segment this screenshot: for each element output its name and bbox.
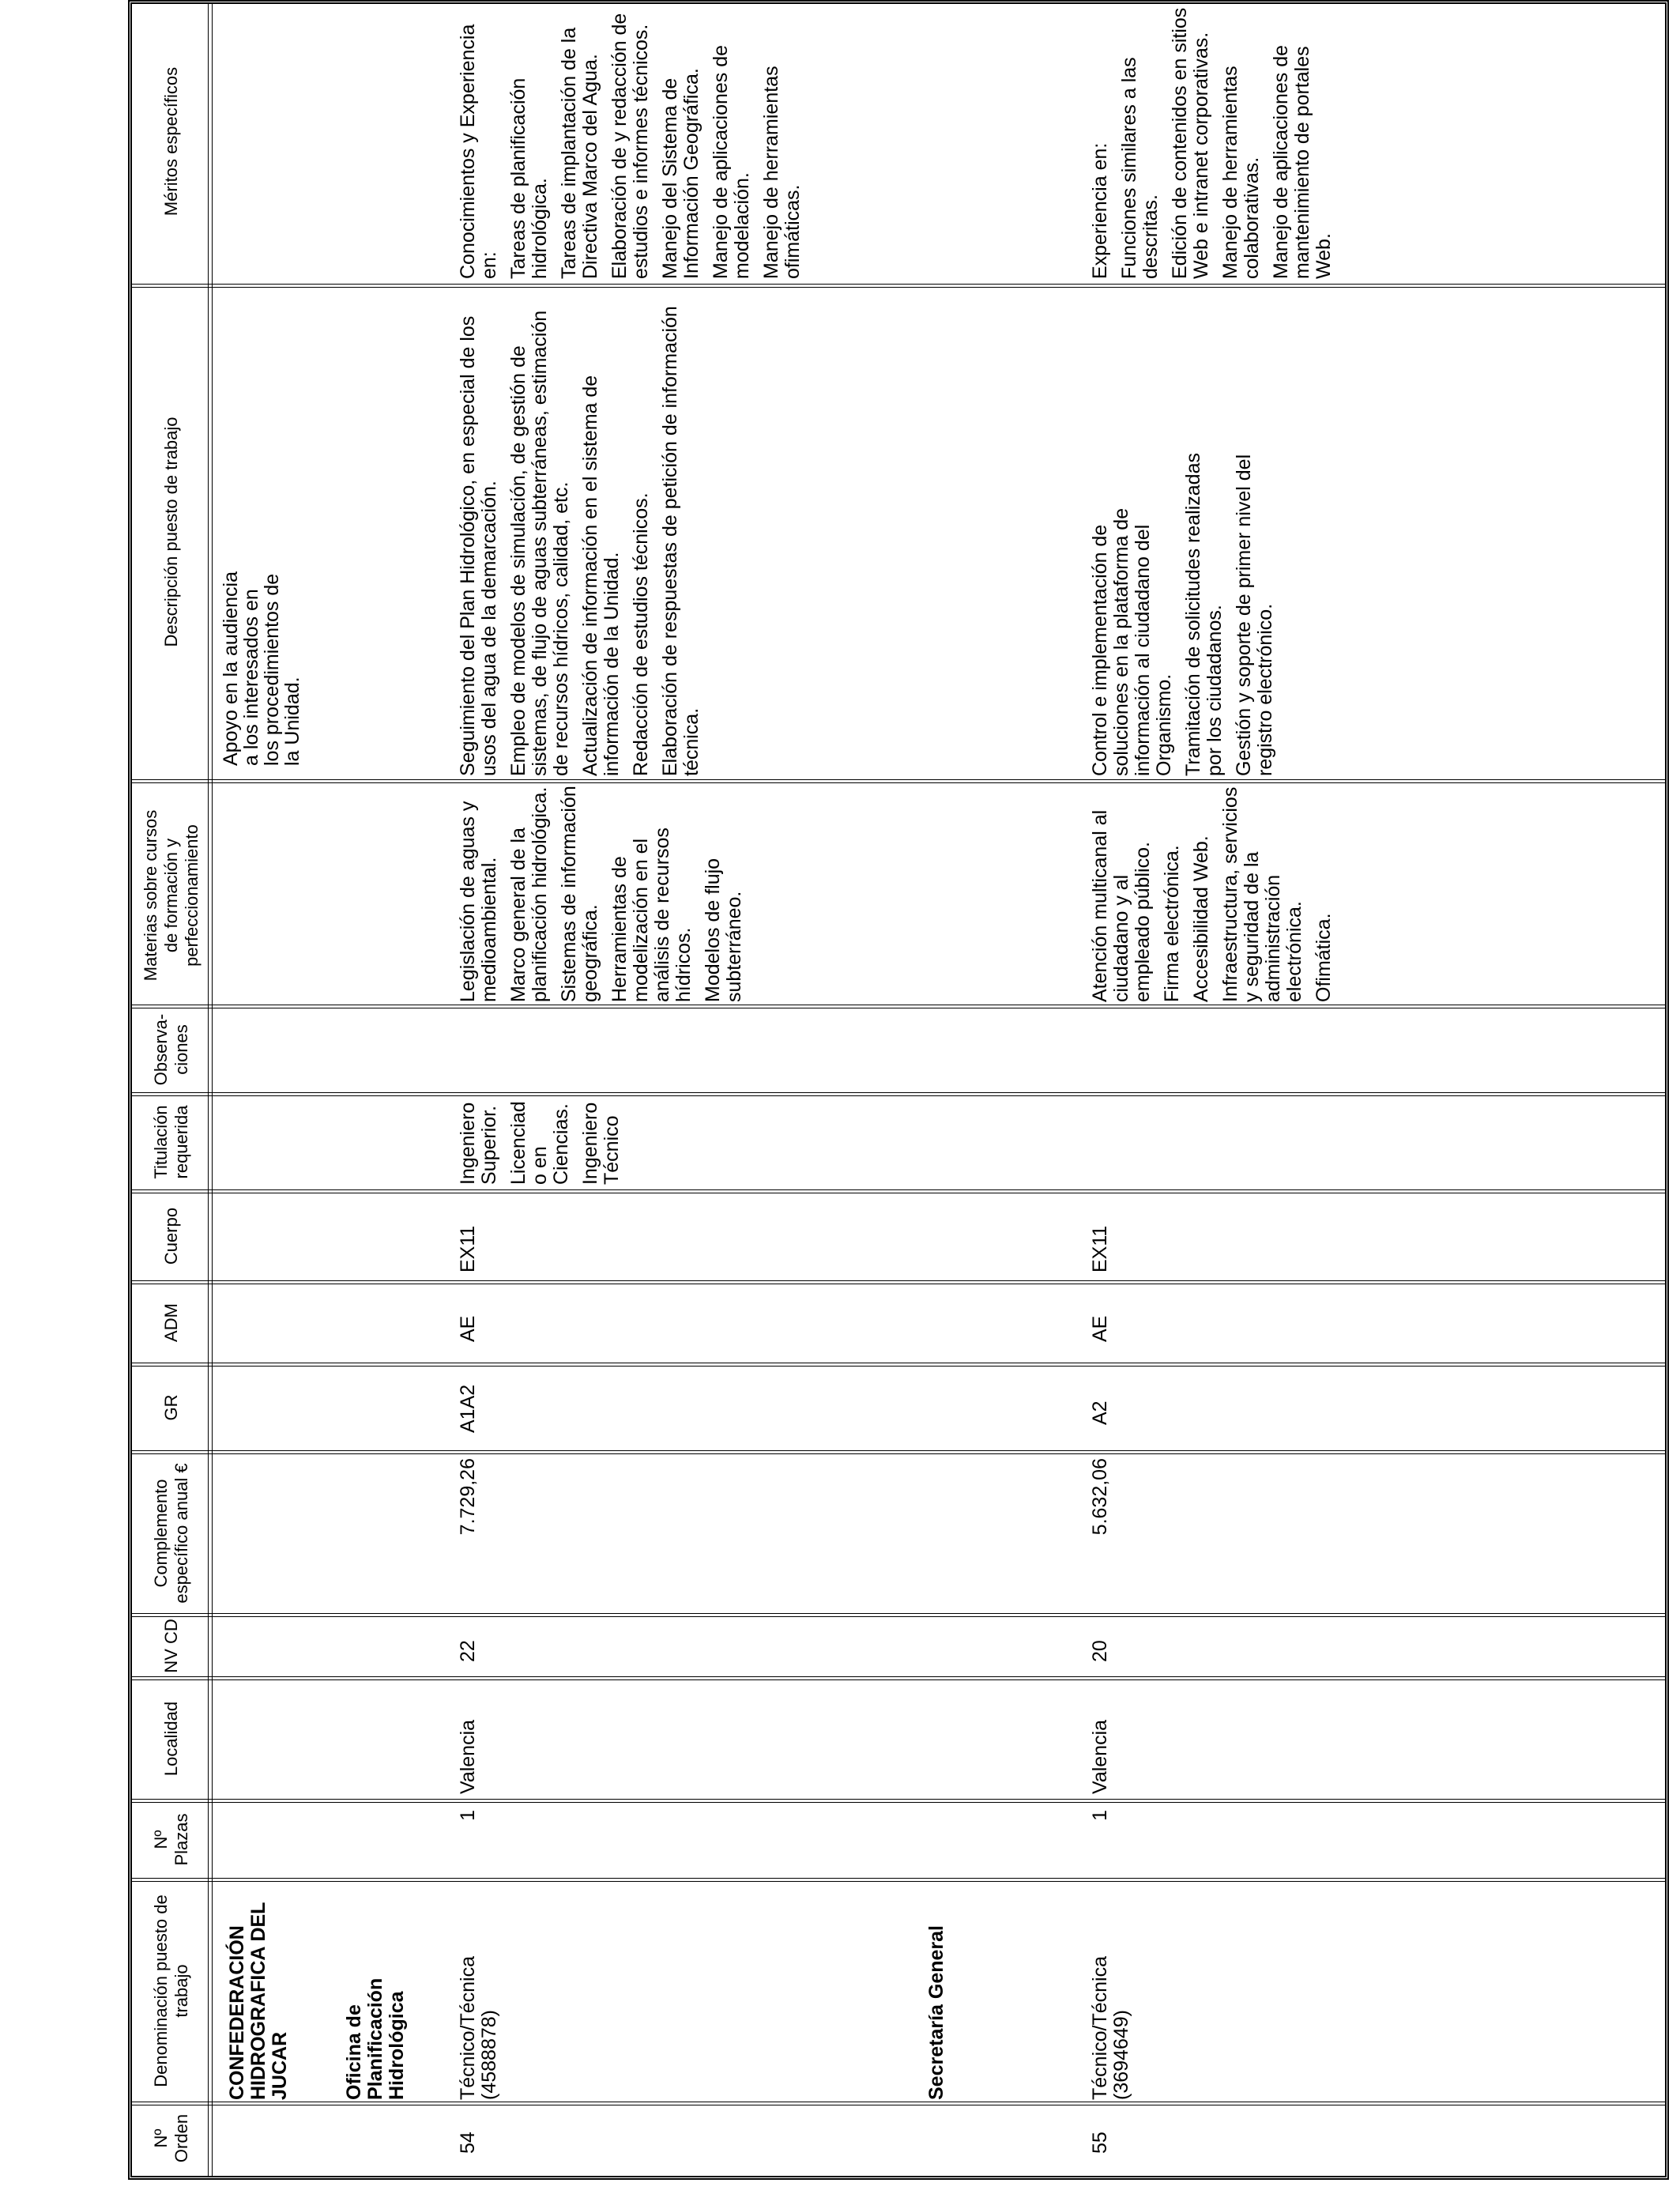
row-54-materias	[458, 784, 753, 1002]
header-cuerpo: Cuerpo	[161, 1207, 181, 1265]
row-55-plazas: 1	[1089, 1810, 1111, 1821]
merito-item: Manejo del Sistema de Información Geográfica.	[659, 68, 703, 279]
row-54-denominacion: Técnico/Técnica (4588878)	[457, 1955, 500, 2100]
header-localidad: Localidad	[161, 1701, 181, 1777]
merito-item: Tareas de implantación de la Directiva Marco del Agua.	[558, 27, 601, 279]
descripcion-item: Tramitación de solicitudes realizadas por los ciudadanos.	[1182, 453, 1226, 776]
column-rule	[132, 1005, 1665, 1008]
row-55-meritos	[1090, 2, 1343, 279]
header-nivel: NV CD	[161, 1619, 181, 1673]
row-55-materias	[1090, 784, 1343, 1002]
merito-item: Manejo de herramientas colaborativas.	[1219, 66, 1263, 279]
row-55-denominacion: Técnico/Técnica (3694649)	[1089, 1955, 1132, 2100]
column-rule	[132, 1092, 1665, 1096]
materia-item: Firma electrónica.	[1161, 845, 1183, 1002]
row-55-cuerpo: EX11	[1089, 1225, 1111, 1272]
merito-item: Manejo de herramientas ofimáticas.	[760, 66, 804, 279]
merito-item: Tareas de planificación hidrológica.	[507, 77, 551, 279]
descripcion-item: Gestión y soporte de primer nivel del registro electrónico.	[1233, 454, 1276, 776]
column-rule	[132, 1799, 1665, 1803]
column-rule	[132, 1189, 1665, 1193]
row-55-nivel: 20	[1089, 1640, 1111, 1662]
materia-item: Marco general de la planificación hidrológica.	[507, 786, 551, 1002]
positions-table	[128, 0, 1669, 2180]
row-55-descripcion	[1090, 444, 1284, 776]
column-rule	[132, 1280, 1665, 1284]
row-54-grupo: A1A2	[457, 1384, 479, 1433]
section-oficina: Oficina de Planificación Hidrológica	[343, 1977, 408, 2100]
section-organismo: CONFEDERACIÓN HIDROGRAFICA DEL JUCAR	[226, 1902, 291, 2100]
header-descripcion: Descripción puesto de trabajo	[161, 417, 181, 647]
section-secretaria: Secretaría General	[925, 1925, 947, 2100]
row-55-adm: AE	[1089, 1315, 1111, 1342]
merito-item: Conocimientos y Experiencia en:	[457, 24, 500, 279]
descripcion-item: Control e implementación de soluciones en la plataforma de información al ciudadano del Organismo.	[1089, 507, 1175, 776]
titulacion-item: Licenciad o en Ciencias.	[507, 1101, 572, 1185]
row-54-titulacion	[458, 1096, 631, 1185]
column-rule	[132, 1676, 1665, 1680]
materia-item: Accesibilidad Web.	[1190, 835, 1212, 1002]
descripcion-item: Redacción de estudios técnicos.	[630, 492, 652, 776]
merito-item: Elaboración de y redacción de estudios e informes técnicos.	[608, 13, 652, 279]
header-materias: Materias sobre cursos de formación y perfeccionamiento	[141, 809, 202, 982]
column-rule	[132, 779, 1665, 783]
header-denominacion: Denominación puesto de trabajo	[151, 1894, 191, 2087]
row-54-localidad: Valencia	[457, 1719, 479, 1794]
row-54-adm: AE	[457, 1315, 479, 1342]
column-rule	[132, 1363, 1665, 1367]
row-55-localidad: Valencia	[1089, 1719, 1111, 1794]
column-rule	[132, 2102, 1665, 2105]
header-complemento: Complemento específico anual €	[151, 1463, 191, 1604]
header-titulacion: Titulación requerida	[151, 1105, 191, 1179]
row-54-nivel: 22	[457, 1640, 479, 1662]
row-54-cuerpo: EX11	[457, 1225, 479, 1272]
row-55-grupo: A2	[1089, 1400, 1111, 1425]
header-grupo: GR	[161, 1394, 181, 1421]
header-plazas: Nº Plazas	[151, 1813, 191, 1866]
descripcion-item: Elaboración de respuestas de petición de información técnica.	[659, 306, 703, 776]
row-54-orden: 54	[457, 2132, 479, 2154]
column-rule	[132, 1613, 1665, 1617]
row-54-plazas: 1	[457, 1810, 479, 1821]
column-rule	[132, 1450, 1665, 1454]
column-rule	[132, 284, 1665, 288]
merito-item: Funciones similares a las descritas.	[1118, 57, 1162, 279]
merito-item: Manejo de aplicaciones de mantenimiento de portales Web.	[1270, 44, 1335, 279]
titulacion-item: Ingeniero Superior.	[457, 1102, 500, 1185]
merito-item: Edición de contenidos en sitios Web e intranet corporativas.	[1169, 7, 1212, 279]
merito-item: Experiencia en:	[1089, 142, 1111, 279]
materia-item: Atención multicanal al ciudadano y al empleado público.	[1089, 809, 1154, 1002]
row-55-complemento: 5.632,06	[1089, 1458, 1111, 1536]
header-meritos: Méritos específicos	[161, 66, 181, 217]
merito-item: Manejo de aplicaciones de modelación.	[710, 44, 753, 279]
row-54-meritos	[458, 2, 812, 279]
materia-item: Legislación de aguas y medioambiental.	[457, 801, 500, 1002]
header-rule	[208, 4, 213, 2176]
intro-description-text: Apoyo en la audiencia a los interesados en los procedimientos de la Unidad.	[220, 571, 303, 766]
materia-item: Modelos de flujo subterráneo.	[702, 858, 745, 1002]
materia-item: Sistemas de información geográfica.	[558, 786, 601, 1002]
intro-description	[220, 292, 311, 766]
descripcion-item: Empleo de modelos de simulación, de gestión de sistemas, de flujo de aguas subterráneas, estimación de recursos hídricos, calidad, etc.	[507, 310, 572, 776]
materia-item: Infraestructura, servicios y seguridad de la administración electrónica.	[1219, 786, 1305, 1002]
row-54-complemento: 7.729,26	[457, 1458, 479, 1536]
materia-item: Herramientas de modelización en el análisis de recursos hídricos.	[608, 827, 695, 1002]
descripcion-item: Seguimiento del Plan Hidrológico, en especial de los usos del agua de la demarcación.	[457, 315, 500, 776]
materia-item: Ofimática.	[1313, 913, 1335, 1002]
titulacion-item: Ingeniero Técnico	[579, 1102, 623, 1185]
header-orden: Nº Orden	[151, 2113, 191, 2163]
header-observaciones: Observa-ciones	[151, 1013, 191, 1086]
column-rule	[132, 1878, 1665, 1882]
header-adm: ADM	[161, 1303, 181, 1342]
row-55-orden: 55	[1089, 2132, 1111, 2154]
descripcion-item: Actualización de información en el sistema de información de la Unidad.	[579, 375, 623, 776]
row-54-descripcion	[458, 294, 710, 776]
